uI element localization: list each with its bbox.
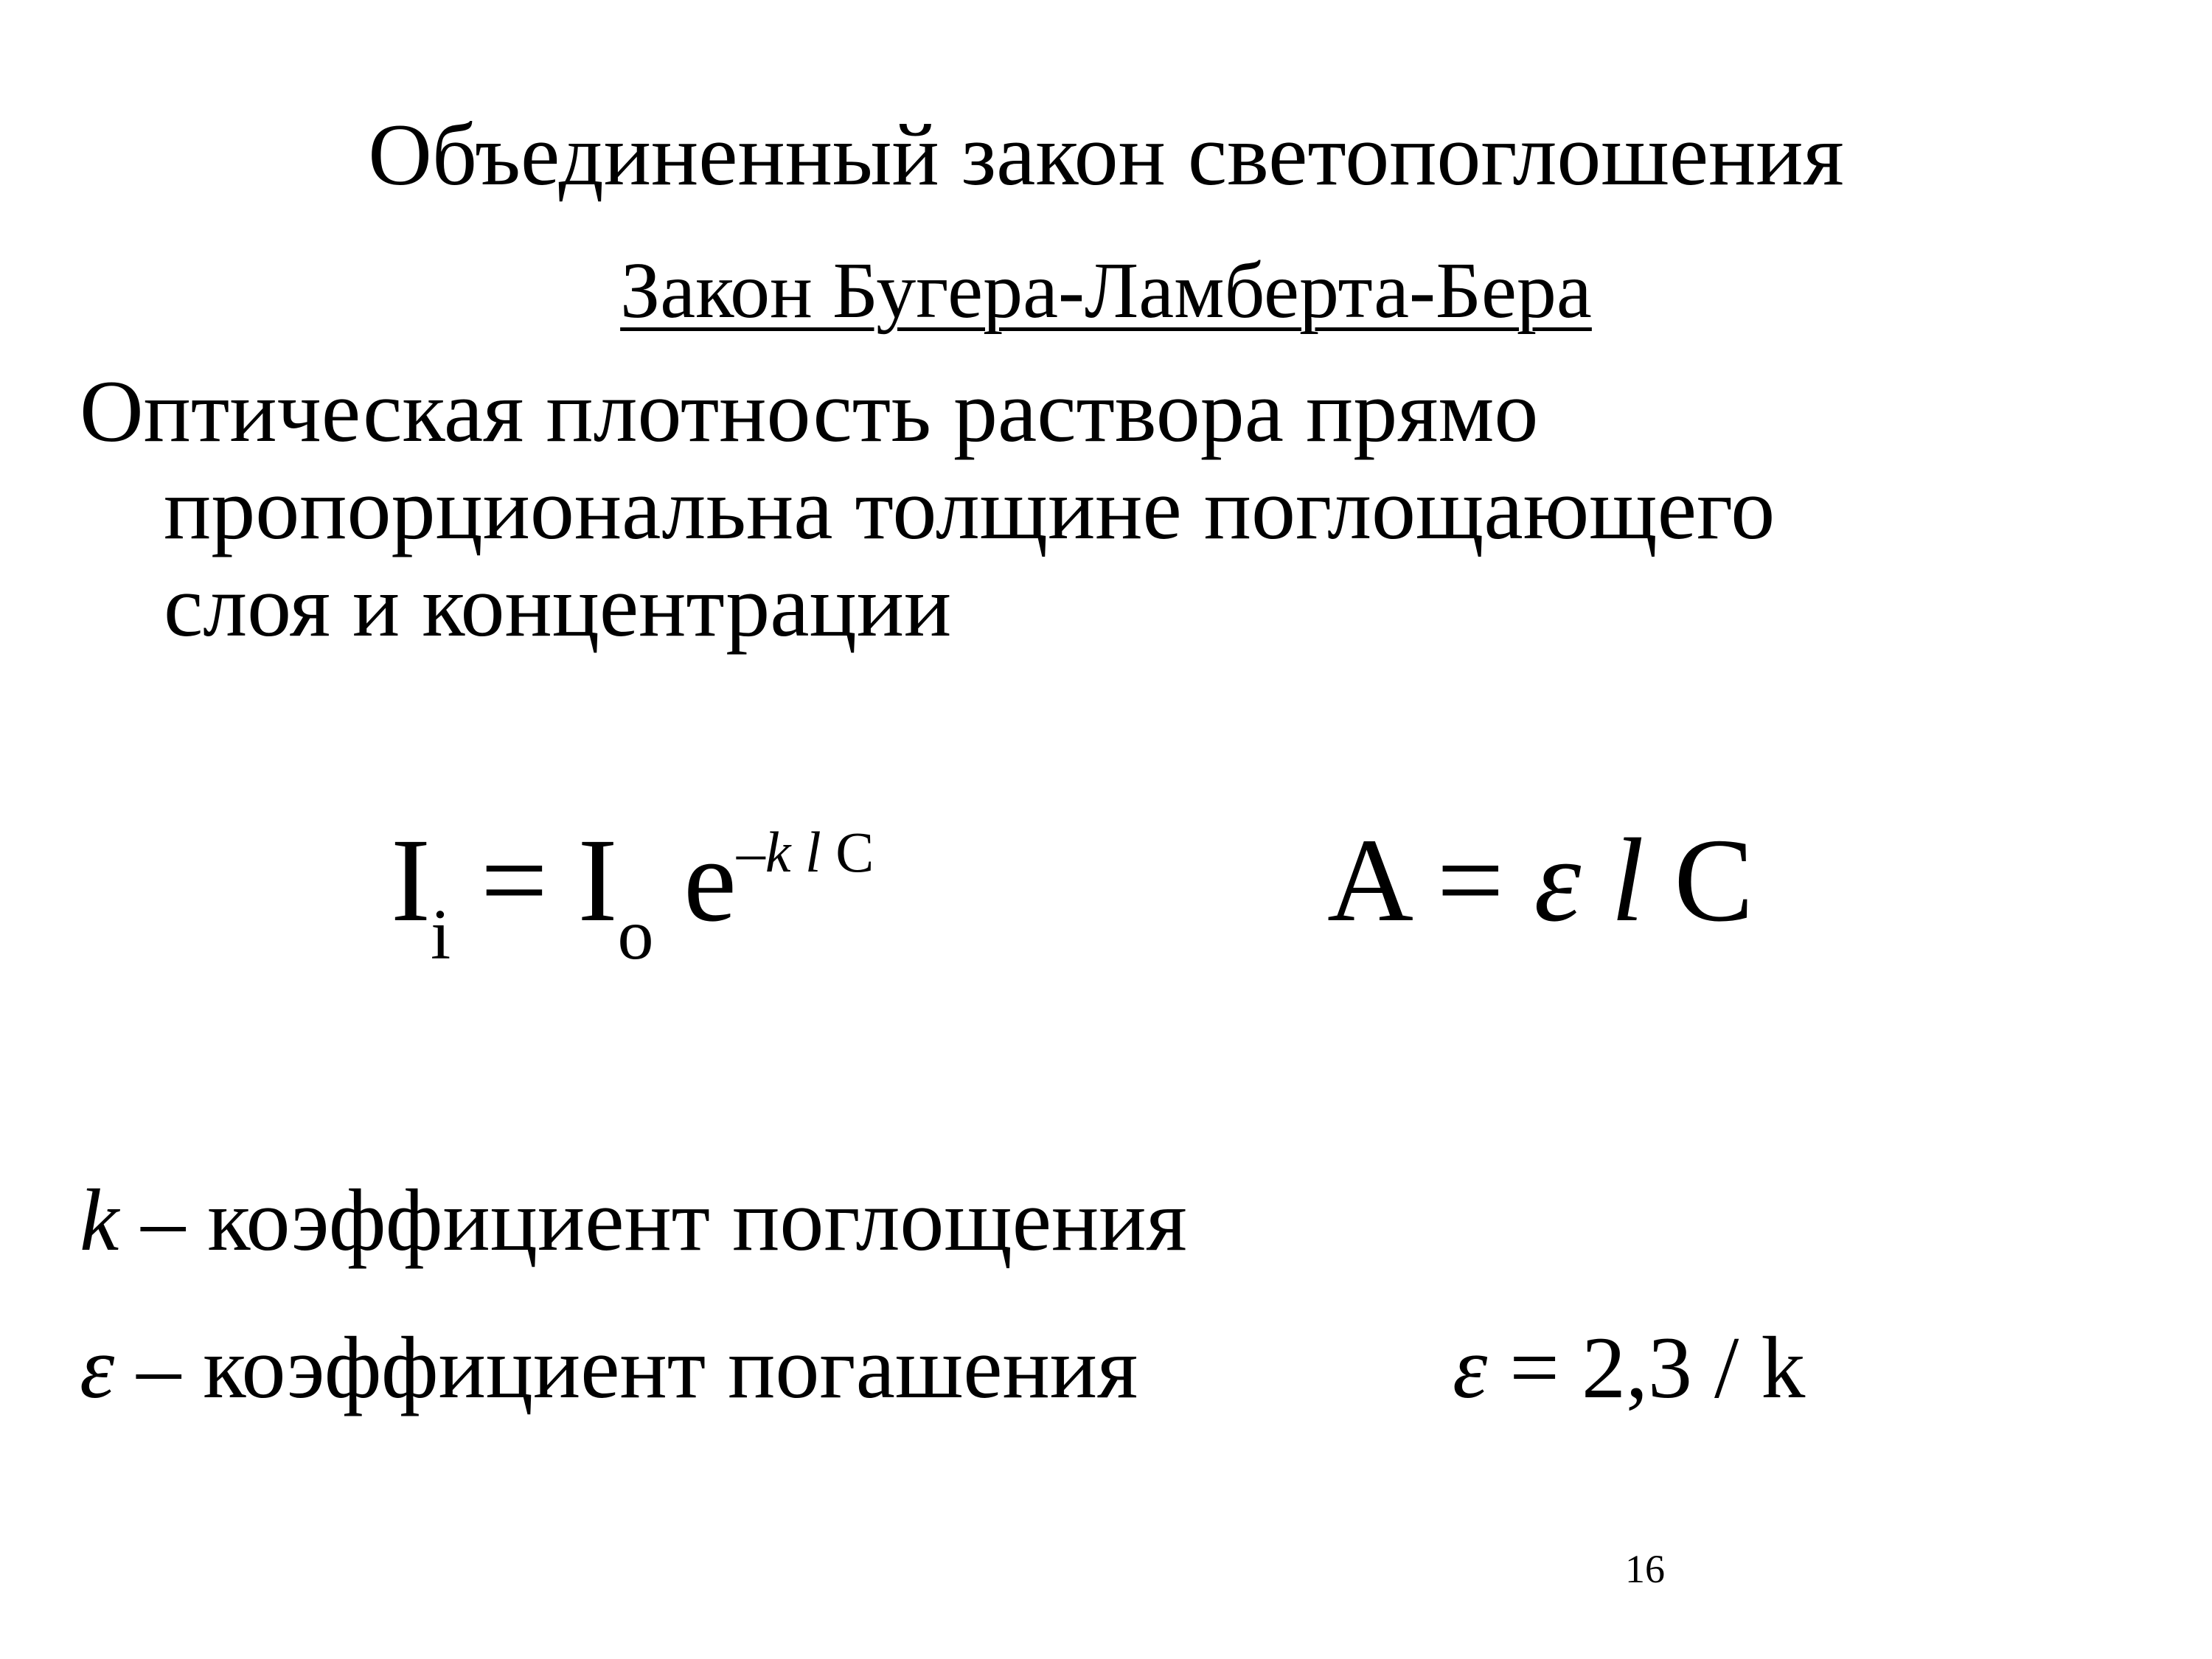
statement-line-1: Оптическая плотность раствора прямо: [80, 362, 1539, 460]
definition-k-symbol: k: [80, 1171, 119, 1269]
formula1-rhs-subscript: o: [617, 895, 654, 975]
law-statement: [80, 363, 2181, 655]
formula1-base: e: [653, 815, 737, 947]
absorbance-formula: [1327, 815, 1753, 947]
epsilon-relation: [1453, 1316, 1805, 1419]
formula2-c: C: [1644, 815, 1754, 947]
formula1-equals: = I: [451, 815, 618, 947]
formula1-exponent: [737, 820, 874, 884]
statement-line-2: пропорциональна толщине поглощающего: [164, 459, 1775, 557]
intensity-formula: [391, 815, 874, 975]
definition-k: [80, 1169, 1187, 1272]
page-number: 16: [1625, 1547, 1665, 1591]
formula1-lhs-subscript: i: [430, 895, 451, 975]
formula2-epsilon: ε: [1534, 815, 1582, 947]
definition-k-text: – коэффициент поглощения: [119, 1171, 1187, 1269]
relation-epsilon: ε: [1453, 1318, 1488, 1416]
definition-epsilon-symbol: ε: [80, 1318, 115, 1416]
relation-text: = 2,3 / k: [1487, 1318, 1806, 1416]
exponent-k: k: [765, 820, 791, 884]
law-subtitle-text: Закон Бугера-Ламберта-Бера: [620, 247, 1592, 335]
exponent-minus: –: [736, 820, 765, 884]
formula2-l: l: [1581, 815, 1644, 947]
law-subtitle: [0, 243, 2212, 339]
page-title: Объединенный закон светопоглошения: [368, 105, 1844, 204]
definition-epsilon-text: – коэффициент погашения: [114, 1318, 1138, 1416]
exponent-c: C: [821, 820, 874, 884]
statement-line-3: слоя и концентрации: [164, 557, 952, 655]
exponent-l: l: [790, 820, 821, 884]
formula1-lhs: I: [391, 815, 431, 947]
formula2-lhs: A =: [1327, 815, 1534, 947]
definition-epsilon: [80, 1316, 1138, 1419]
